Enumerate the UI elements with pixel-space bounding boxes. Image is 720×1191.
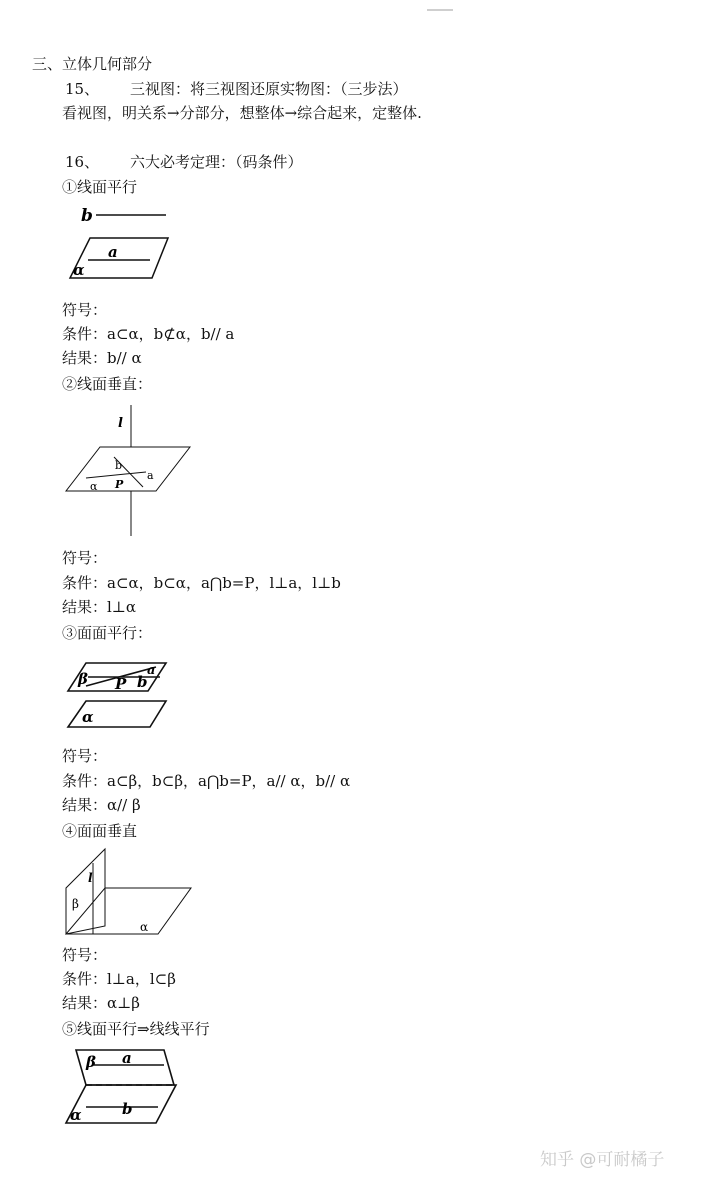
line-plane-parallel-figure <box>60 200 190 285</box>
label-a2: a <box>147 469 154 482</box>
label-b5: b <box>122 1100 133 1118</box>
theorem4-symbol: 符号： <box>62 946 108 964</box>
line-plane-perpendicular-figure <box>60 403 200 538</box>
item15-title: 三视图：将三视图还原实物图：（三步法） <box>130 80 408 98</box>
theorem3-heading: ③面面平行： <box>62 624 153 642</box>
label-alpha4: α <box>140 920 149 934</box>
label-beta5: β <box>86 1053 96 1071</box>
label-a3: a <box>147 663 156 678</box>
label-alpha3: α <box>82 708 94 726</box>
section-heading: 三、立体几何部分 <box>32 55 153 73</box>
top-mark <box>427 9 453 11</box>
item16-title: 六大必考定理：（码条件） <box>130 153 303 171</box>
theorem2-condition: 条件：a⊂α，b⊂α，a⋂b=P，l⊥a，l⊥b <box>62 574 341 592</box>
theorem3-result: 结果：α// β <box>62 796 141 814</box>
plane-plane-perpendicular-figure <box>60 845 200 935</box>
theorem1-result: 结果：b// α <box>62 349 142 367</box>
watermark: 知乎 @可耐橘子 <box>540 1150 665 1170</box>
label-beta4: β <box>72 897 79 911</box>
label-alpha2: α <box>90 480 98 493</box>
label-b2: b <box>115 459 123 472</box>
theorem4-heading: ④面面垂直 <box>62 822 138 840</box>
theorem4-condition: 条件：l⊥a，l⊂β <box>62 970 176 988</box>
item15-number: 15、 <box>65 80 100 98</box>
label-l4: l <box>88 871 93 885</box>
label-l: l <box>118 416 123 431</box>
item16-number: 16、 <box>65 153 100 171</box>
theorem2-heading: ②线面垂直： <box>62 375 153 393</box>
plane-plane-parallel-figure <box>60 655 190 745</box>
theorem3-condition: 条件：a⊂β，b⊂β，a⋂b=P，a// α，b// α <box>62 772 351 790</box>
line-plane-to-line-line-figure <box>60 1045 190 1135</box>
label-p3: P <box>115 675 127 693</box>
theorem1-condition: 条件：a⊂α，b⊄α，b// a <box>62 325 235 343</box>
label-p2: P <box>115 478 124 491</box>
label-alpha: α <box>73 261 85 279</box>
label-b3: b <box>137 673 148 691</box>
theorem3-symbol: 符号： <box>62 747 108 765</box>
theorem1-symbol: 符号： <box>62 301 108 319</box>
theorem2-result: 结果：l⊥α <box>62 598 137 616</box>
label-a5: a <box>122 1049 132 1067</box>
theorem4-result: 结果：α⊥β <box>62 994 140 1012</box>
theorem2-symbol: 符号： <box>62 549 108 567</box>
label-alpha5: α <box>70 1106 82 1124</box>
label-a: a <box>108 243 118 261</box>
theorem5-heading: ⑤线面平行⇒线线平行 <box>62 1020 210 1038</box>
theorem1-heading: ①线面平行 <box>62 178 138 196</box>
label-beta3: β <box>78 670 88 688</box>
label-b: b <box>81 206 93 226</box>
item15-text: 看视图，明关系→分部分，想整体→综合起来，定整体. <box>62 104 422 122</box>
